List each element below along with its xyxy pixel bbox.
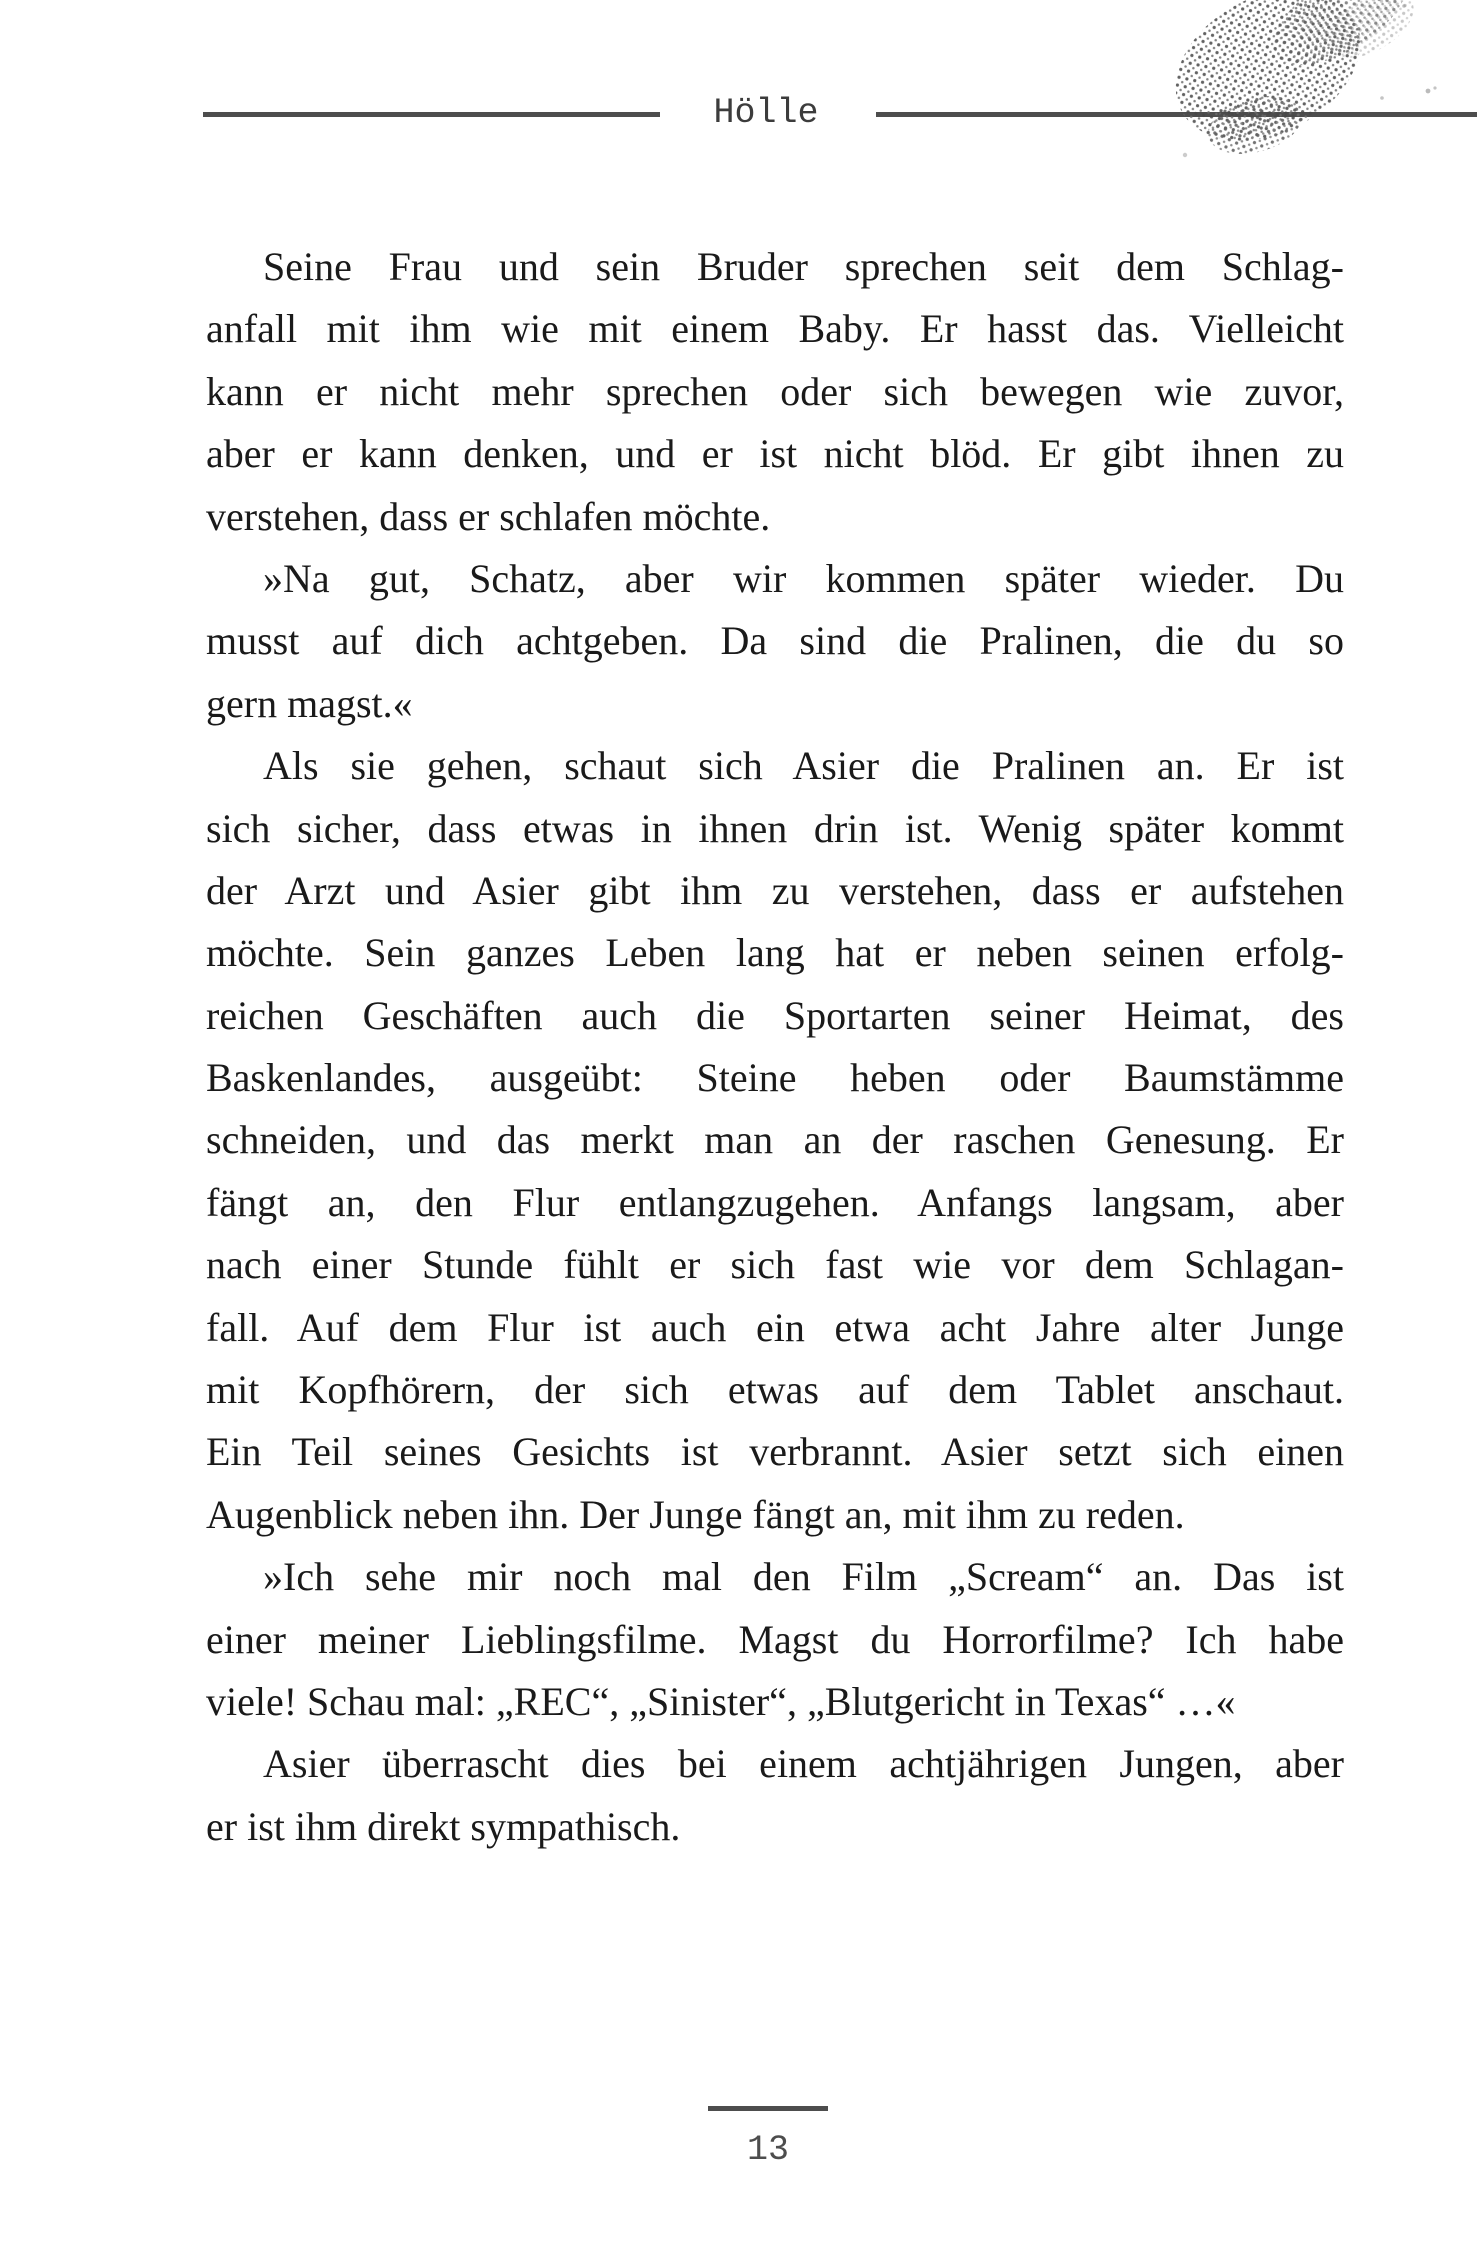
text-line: Seine Frau und sein Bruder sprechen seit dem Schlag-: [263, 244, 1344, 289]
text-line: anfall mit ihm wie mit einem Baby. Er hasst das. Vielleicht: [206, 306, 1344, 352]
text-line: musst auf dich achtgeben. Da sind die Pralinen, die du so: [206, 618, 1344, 664]
text-line: kann er nicht mehr sprechen oder sich bewegen wie zuvor,: [206, 368, 1344, 414]
text-line: Asier überrascht dies bei einem achtjährigen Jungen, aber: [263, 1741, 1344, 1787]
text-line: Ein Teil seines Gesichts ist verbrannt. Asier setzt sich einen: [206, 1429, 1344, 1475]
smudge-specks: [1183, 4, 1437, 157]
text-line: gern magst.«: [206, 680, 413, 726]
text-line: fängt an, den Flur entlangzugehen. Anfangs langsam, aber: [206, 1179, 1344, 1225]
text-line: schneiden, und das merkt man an der raschen Genesung. Er: [206, 1117, 1344, 1163]
chapter-title: Hölle: [713, 93, 819, 133]
fingerprint-smudge-icon: [1157, 0, 1477, 178]
text-line: aber er kann denken, und er ist nicht blöd. Er gibt ihnen zu: [206, 431, 1344, 477]
text-line: »Na gut, Schatz, aber wir kommen später wieder. Du: [263, 555, 1344, 601]
text-line: fall. Auf dem Flur ist auch ein etwa acht Jahre alter Junge: [206, 1304, 1344, 1350]
text-line: Augenblick neben ihn. Der Junge fängt an, mit ihm zu reden.: [206, 1491, 1185, 1537]
header-rule-left: [203, 112, 660, 117]
header-rule-right: [876, 112, 1477, 117]
text-line: verstehen, dass er schlafen möchte.: [206, 493, 771, 539]
text-line: nach einer Stunde fühlt er sich fast wie vor dem Schlagan-: [206, 1242, 1344, 1288]
body-text: [206, 236, 1344, 1858]
text-line: Als sie gehen, schaut sich Asier die Pralinen an. Er ist: [263, 743, 1344, 789]
footer-rule: [708, 2106, 828, 2111]
text-line: einer meiner Lieblingsfilme. Magst du Horrorfilme? Ich habe: [206, 1616, 1344, 1662]
page-number: 13: [746, 2130, 789, 2170]
text-line: reichen Geschäften auch die Sportarten seiner Heimat, des: [206, 992, 1344, 1038]
text-line: mit Kopfhörern, der sich etwas auf dem Tablet anschaut.: [206, 1367, 1344, 1413]
text-line: sich sicher, dass etwas in ihnen drin ist. Wenig später kommt: [206, 805, 1344, 851]
text-line: Baskenlandes, ausgeübt: Steine heben oder Baumstämme: [206, 1055, 1344, 1101]
text-line: möchte. Sein ganzes Leben lang hat er neben seinen erfolg-: [206, 930, 1344, 976]
text-line: »Ich sehe mir noch mal den Film „Scream“ an. Das ist: [263, 1554, 1344, 1600]
text-line: viele! Schau mal: „REC“, „Sinister“, „Blutgericht in Texas“ …«: [206, 1678, 1236, 1724]
text-line: er ist ihm direkt sympathisch.: [206, 1803, 681, 1849]
text-line: der Arzt und Asier gibt ihm zu verstehen, dass er aufstehen: [206, 867, 1344, 913]
